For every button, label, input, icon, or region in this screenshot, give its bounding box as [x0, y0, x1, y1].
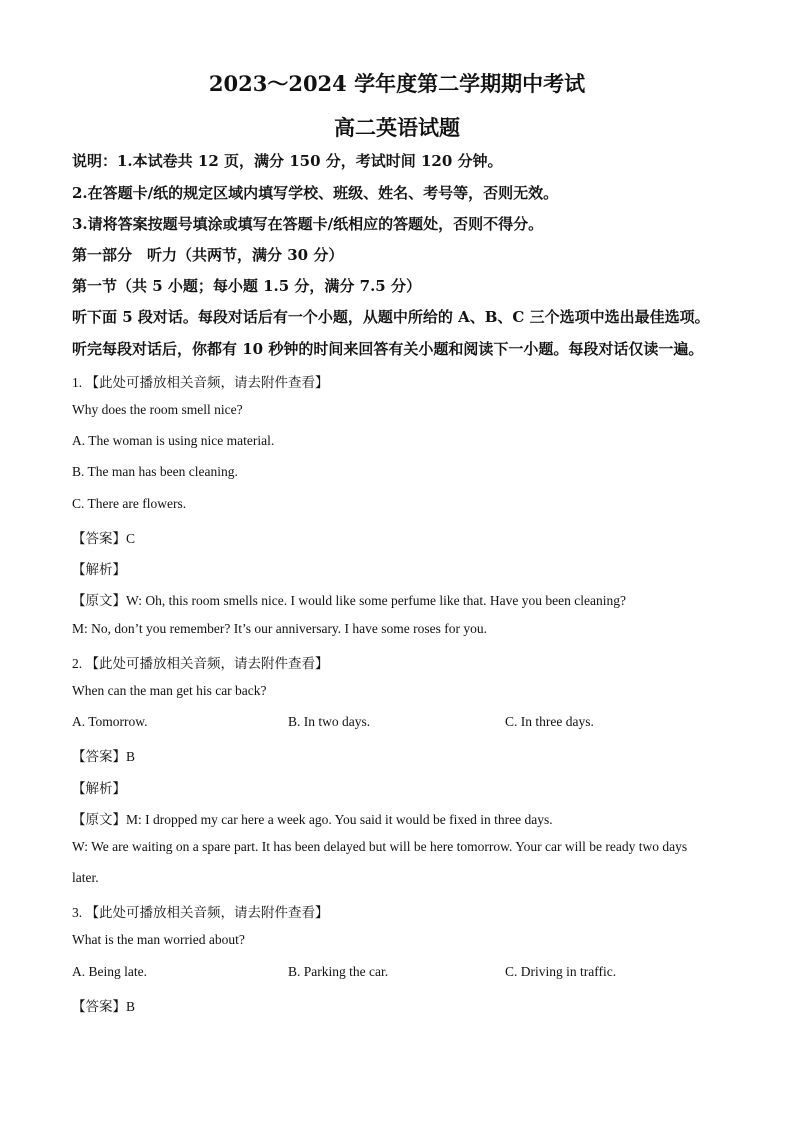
exam-title: 2023～2024 学年度第二学期期中考试 [208, 71, 586, 96]
transcript-line: W: We are waiting on a spare part. It has been delayed but will be here tomorrow. Your car will be ready two days [72, 839, 688, 854]
instruction-line: 2.在答题卡/纸的规定区域内填写学校、班级、姓名、考号等，否则无效。 [72, 184, 559, 202]
option-c: C. Driving in traffic. [505, 964, 617, 979]
answer-line [72, 745, 135, 765]
option-a: A. Tomorrow. [72, 714, 148, 729]
part-heading: 第一部分 听力（共两节，满分 30 分） [72, 246, 344, 264]
directions-line: 听完每段对话后，你都有 10 秒钟的时间来回答有关小题和阅读下一小题。每段对话仅读一遍。 [72, 340, 704, 358]
exam-subtitle: 高二英语试题 [334, 115, 460, 140]
option-a: A. Being late. [72, 964, 147, 979]
option-b: B. The man has been cleaning. [72, 464, 238, 479]
audio-note: 【此处可播放相关音频，请去附件查看】 [85, 375, 329, 391]
question-number: 3. [72, 905, 83, 920]
question-number: 1. [72, 375, 83, 390]
option-a: A. The woman is using nice material. [72, 433, 275, 448]
answer-label: 【答案】 [72, 749, 126, 765]
answer-value: C [126, 531, 136, 546]
question-header [72, 371, 329, 391]
directions-line: 听下面 5 段对话。每段对话后有一个小题，从题中所给的 A、B、C 三个选项中选出最佳选项。 [72, 308, 710, 326]
option-b: B. Parking the car. [288, 964, 389, 979]
transcript-label: 【原文】 [72, 812, 126, 828]
question-number: 2. [72, 656, 83, 671]
question-header [72, 652, 329, 672]
instruction-line: 3.请将答案按题号填涂或填写在答题卡/纸相应的答题处，否则不得分。 [72, 215, 544, 233]
question-text: When can the man get his car back? [72, 683, 267, 698]
answer-value: B [126, 749, 136, 764]
audio-note: 【此处可播放相关音频，请去附件查看】 [85, 656, 329, 672]
question-text: Why does the room smell nice? [72, 402, 243, 417]
option-b: B. In two days. [288, 714, 371, 729]
answer-line [72, 527, 135, 547]
answer-line [72, 995, 135, 1015]
analysis-label: 【解析】 [72, 562, 126, 578]
option-c: C. There are flowers. [72, 496, 187, 511]
question-text: What is the man worried about? [72, 932, 245, 947]
option-c: C. In three days. [505, 714, 594, 729]
answer-label: 【答案】 [72, 999, 126, 1015]
section-heading: 第一节（共 5 小题；每小题 1.5 分，满分 7.5 分） [72, 277, 421, 295]
transcript-line: 【原文】M: I dropped my car here a week ago. You said it would be fixed in three days. [72, 812, 553, 828]
answer-value: B [126, 999, 136, 1014]
instruction-line: 说明：1.本试卷共 12 页，满分 150 分，考试时间 120 分钟。 [72, 152, 503, 170]
transcript-label: 【原文】 [72, 593, 126, 609]
analysis-label: 【解析】 [72, 781, 126, 797]
question-header [72, 901, 329, 921]
transcript-line: 【原文】W: Oh, this room smells nice. I would like some perfume like that. Have you been cleaning? [72, 593, 626, 609]
audio-note: 【此处可播放相关音频，请去附件查看】 [85, 905, 329, 921]
answer-label: 【答案】 [72, 531, 126, 547]
transcript-line: later. [72, 870, 99, 885]
transcript-line: M: No, don’t you remember? It’s our anniversary. I have some roses for you. [72, 621, 488, 636]
